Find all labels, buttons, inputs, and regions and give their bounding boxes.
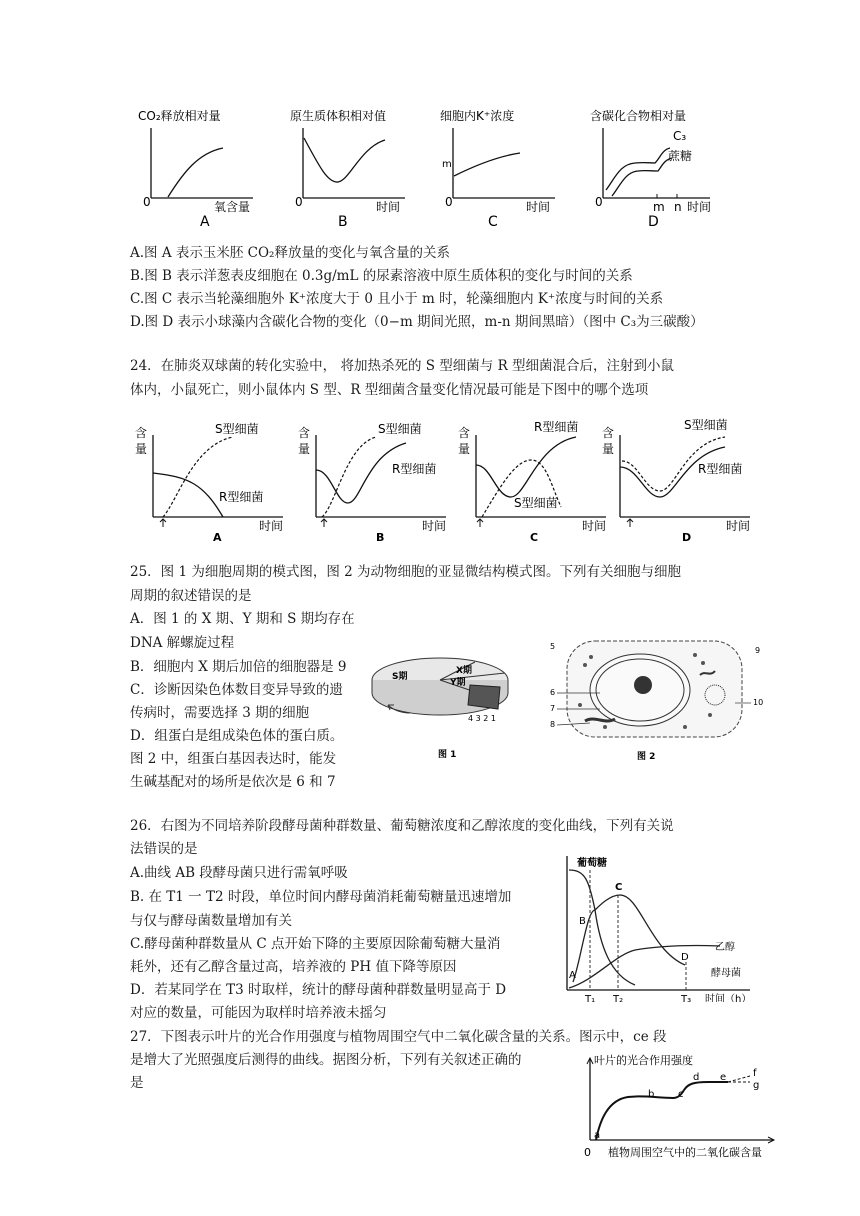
q25-left-line-3: B．细胞内 X 期后加倍的细胞器是 9 bbox=[130, 659, 347, 675]
q26-ethanol-label: 乙醇 bbox=[715, 942, 735, 953]
q23-option-d: D.图 D 表示小球藻内含碳化合物的变化（0−m 期间光照，m-n 期间黑暗）（图中 C₃为三碳酸） bbox=[130, 314, 704, 330]
q25-left-line-1: A．图 1 的 X 期、Y 期和 S 期均存在 bbox=[130, 611, 355, 627]
q26-yeast-label: 酵母菌 bbox=[711, 968, 741, 979]
q27-curve bbox=[596, 1082, 728, 1140]
q24-graph-c-svg bbox=[456, 415, 616, 543]
q25-left-line-2: DNA 解螺旋过程 bbox=[130, 635, 235, 651]
q26-chart bbox=[555, 850, 755, 1002]
q26-xlabel: 时间（h） bbox=[705, 994, 752, 1002]
q26-left-line-1: A.曲线 AB 段酵母菌只进行需氧呼吸 bbox=[130, 865, 348, 881]
q25-left-line-8: 生碱基配对的场所是依次是 6 和 7 bbox=[130, 774, 336, 790]
q24-c-s-label: S型细菌 bbox=[514, 496, 558, 510]
q27-curve-f bbox=[728, 1076, 750, 1082]
q25-fig1-x: X期 bbox=[456, 666, 472, 676]
q23-c-caption: C bbox=[488, 214, 498, 230]
q23-graph-a bbox=[138, 108, 258, 230]
q23-graph-d bbox=[590, 108, 720, 230]
q23-c-ylabel: 细胞内K⁺浓度 bbox=[440, 109, 515, 123]
q23-option-a: A.图 A 表示玉米胚 CO₂释放量的变化与氧含量的关系 bbox=[130, 245, 450, 261]
q24-b-ylabel-1: 含 bbox=[298, 426, 311, 440]
q23-a-origin: 0 bbox=[143, 195, 151, 209]
q23-d-caption: D bbox=[648, 214, 659, 230]
q23-d-tick-n: n bbox=[674, 200, 682, 214]
q26-point-b: B bbox=[579, 916, 586, 927]
q24-c-r-label: R型细菌 bbox=[534, 420, 579, 434]
q25-figure-2-svg bbox=[545, 635, 775, 765]
q23-d-curve-sugar bbox=[612, 158, 672, 196]
q26-left-line-5: 耗外，还有乙醇含量过高，培养液的 PH 值下降等原因 bbox=[130, 959, 457, 975]
q23-b-origin: 0 bbox=[295, 195, 303, 209]
q27-stem-line-2: 是增大了光照强度后测得的曲线。据图分析，下列有关叙述正确的 bbox=[130, 1052, 522, 1068]
q25-figure-2 bbox=[545, 635, 775, 765]
q27-point-c: c bbox=[678, 1089, 684, 1100]
q24-graph-a bbox=[133, 415, 293, 543]
q24-a-caption: A bbox=[213, 531, 222, 543]
q24-a-xlabel: 时间 bbox=[259, 519, 284, 533]
q24-a-r-curve bbox=[153, 473, 223, 517]
q25-figure-1-svg bbox=[370, 635, 530, 765]
q23-a-curve bbox=[168, 148, 223, 197]
q26-yeast-curve bbox=[573, 895, 685, 982]
q25-fig2-n5: 5 bbox=[550, 642, 556, 651]
q24-c-ylabel-2: 量 bbox=[458, 442, 471, 456]
q23-b-caption: B bbox=[338, 214, 348, 230]
q24-stem-line-1: 24．在肺炎双球菌的转化实验中， 将加热杀死的 S 型细菌与 R 型细菌混合后，注射到小鼠 bbox=[130, 358, 675, 374]
q26-point-c: C bbox=[615, 882, 623, 893]
q23-d-sugar: 蔗糖 bbox=[668, 149, 693, 163]
q27-ylabel: 叶片的光合作用强度 bbox=[594, 1054, 693, 1067]
q24-d-xlabel: 时间 bbox=[726, 519, 751, 533]
q25-fig1-ticks: 4 3 2 1 bbox=[468, 714, 496, 723]
q25-stem-line-2: 周期的叙述错误的是 bbox=[130, 588, 252, 604]
q26-glucose-curve bbox=[569, 870, 635, 985]
q23-option-c: C.图 C 表示当轮藻细胞外 K⁺浓度大于 0 且小于 m 时，轮藻细胞内 K⁺浓度与时间的关系 bbox=[130, 291, 664, 307]
q27-point-d: d bbox=[693, 1072, 700, 1083]
q25-figure-1 bbox=[370, 635, 530, 765]
q27-point-g: g bbox=[753, 1080, 760, 1091]
q26-glucose-label: 葡萄糖 bbox=[577, 858, 607, 869]
q24-stem-line-2: 体内，小鼠死亡，则小鼠体内 S 型、R 型细菌含量变化情况最可能是下图中的哪个选项 bbox=[130, 382, 649, 398]
q26-left-line-3: 与仅与酵母菌数量增加有关 bbox=[130, 913, 292, 929]
q25-fig2-n9: 9 bbox=[755, 646, 761, 655]
q23-graph-d-svg bbox=[590, 108, 720, 230]
q25-fig2-n6: 6 bbox=[550, 688, 556, 697]
q24-graph-d bbox=[600, 415, 760, 543]
q26-point-a: A bbox=[569, 970, 576, 981]
q24-b-caption: B bbox=[376, 531, 385, 543]
q27-point-f: f bbox=[753, 1068, 757, 1079]
q26-left-line-2: B. 在 T1 一 T2 时段，单位时间内酵母菌消耗葡萄糖量迅速增加 bbox=[130, 889, 512, 905]
q23-graph-a-svg bbox=[138, 108, 258, 230]
q23-b-curve bbox=[304, 138, 385, 182]
q25-fig2-caption: 图 2 bbox=[637, 752, 656, 762]
q25-left-line-4: C．诊断因染色体数目变异导致的遗 bbox=[130, 682, 343, 698]
q23-graph-c-svg bbox=[440, 108, 560, 230]
q24-graph-b bbox=[296, 415, 456, 543]
q27-chart bbox=[578, 1050, 778, 1162]
q26-ethanol-curve bbox=[569, 945, 720, 988]
q26-left-line-7: 对应的数量，可能因为取样时培养液未摇匀 bbox=[130, 1005, 387, 1021]
q27-point-e: e bbox=[720, 1072, 727, 1083]
q24-a-ylabel-1: 含 bbox=[135, 426, 148, 440]
q27-origin: 0 bbox=[584, 1146, 591, 1159]
q26-stem-line-2: 法错误的是 bbox=[130, 841, 198, 857]
q23-d-curve-c3 bbox=[606, 148, 670, 190]
q24-graph-b-svg bbox=[296, 415, 456, 543]
q23-a-ylabel: CO₂释放相对量 bbox=[138, 109, 221, 123]
q23-b-xlabel: 时间 bbox=[376, 200, 401, 214]
q24-c-xlabel: 时间 bbox=[582, 519, 607, 533]
q23-graph-b-svg bbox=[290, 108, 410, 230]
q26-stem-line-1: 26．右图为不同培养阶段酵母菌种群数量、葡萄糖浓度和乙醇浓度的变化曲线，下列有关说 bbox=[130, 818, 674, 834]
q25-fig1-caption: 图 1 bbox=[438, 750, 457, 760]
q24-graph-a-svg bbox=[133, 415, 293, 543]
q25-fig1-y: Y期 bbox=[450, 678, 466, 688]
q24-b-r-label: R型细菌 bbox=[392, 462, 437, 476]
q25-left-line-5: 传病时，需要选择 3 期的细胞 bbox=[130, 705, 310, 721]
q24-c-r-curve bbox=[476, 437, 576, 497]
q24-a-ylabel-2: 量 bbox=[135, 442, 148, 456]
q25-fig2-n10: 10 bbox=[753, 698, 764, 707]
q23-d-tick-m: m bbox=[653, 200, 665, 214]
q24-b-xlabel: 时间 bbox=[422, 519, 447, 533]
q24-d-ylabel-1: 含 bbox=[602, 426, 615, 440]
q24-b-s-label: S型细菌 bbox=[378, 422, 422, 436]
q27-stem-line-1: 27．下图表示叶片的光合作用强度与植物周围空气中二氧化碳含量的关系。图示中，ce 段 bbox=[130, 1029, 667, 1045]
q25-stem-line-1: 25．图 1 为细胞周期的模式图，图 2 为动物细胞的亚显微结构模式图。下列有关细胞与细胞 bbox=[130, 564, 682, 580]
q23-c-curve bbox=[454, 153, 520, 176]
q23-c-origin: 0 bbox=[445, 195, 453, 209]
q26-t1: T₁ bbox=[585, 994, 596, 1002]
q23-a-caption: A bbox=[200, 214, 210, 230]
q26-point-d: D bbox=[681, 952, 689, 963]
q24-graph-d-svg bbox=[600, 415, 760, 543]
q24-c-caption: C bbox=[530, 531, 539, 543]
q23-d-ylabel: 含碳化合物相对量 bbox=[590, 109, 687, 123]
q23-option-b: B.图 B 表示洋葱表皮细胞在 0.3g/mL 的尿素溶液中原生质体积的变化与时间的关系 bbox=[130, 268, 633, 284]
q24-d-ylabel-2: 量 bbox=[602, 442, 615, 456]
q24-b-ylabel-2: 量 bbox=[298, 442, 311, 456]
q23-d-xlabel: 时间 bbox=[687, 200, 712, 214]
q25-left-line-6: D．组蛋白是组成染色体的蛋白质。 bbox=[130, 728, 344, 744]
q23-graph-b bbox=[290, 108, 410, 230]
q25-fig2-n8: 8 bbox=[550, 720, 556, 729]
q23-c-xlabel: 时间 bbox=[526, 200, 551, 214]
q23-d-c3: C₃ bbox=[673, 129, 687, 143]
q23-b-ylabel: 原生质体积相对值 bbox=[290, 109, 387, 123]
q23-c-ytick: m bbox=[442, 159, 452, 170]
q26-t3: T₃ bbox=[681, 994, 692, 1002]
q27-point-b: b bbox=[648, 1089, 655, 1100]
q26-left-line-4: C.酵母菌种群数量从 C 点开始下降的主要原因除葡萄糖大量消 bbox=[130, 936, 501, 952]
q24-d-s-label: S型细菌 bbox=[684, 418, 728, 432]
q23-graph-c bbox=[440, 108, 560, 230]
q26-left-line-6: D．若某同学在 T3 时取样，统计的酵母菌种群数量明显高于 D bbox=[130, 982, 507, 998]
q27-point-a: a bbox=[594, 1130, 601, 1141]
q26-t2: T₂ bbox=[613, 994, 624, 1002]
q24-graph-c bbox=[456, 415, 616, 543]
q24-a-r-label: R型细菌 bbox=[219, 490, 264, 504]
q25-fig1-s: S期 bbox=[392, 672, 408, 682]
q24-c-ylabel-1: 含 bbox=[458, 426, 471, 440]
q23-d-origin: 0 bbox=[595, 195, 603, 209]
q24-a-s-label: S型细菌 bbox=[215, 422, 259, 436]
q25-left-line-7: 图 2 中，组蛋白基因表达时，能发 bbox=[130, 751, 337, 767]
q27-chart-svg bbox=[578, 1050, 778, 1162]
q26-chart-svg bbox=[555, 850, 755, 1002]
q24-d-caption: D bbox=[682, 531, 692, 543]
q27-xlabel: 植物周围空气中的二氧化碳含量 bbox=[608, 1146, 762, 1159]
q25-fig2-n7: 7 bbox=[550, 704, 556, 713]
q23-a-xlabel: 氧含量 bbox=[214, 200, 251, 214]
q24-d-r-label: R型细菌 bbox=[698, 462, 743, 476]
q27-stem-line-3: 是 bbox=[130, 1075, 144, 1091]
